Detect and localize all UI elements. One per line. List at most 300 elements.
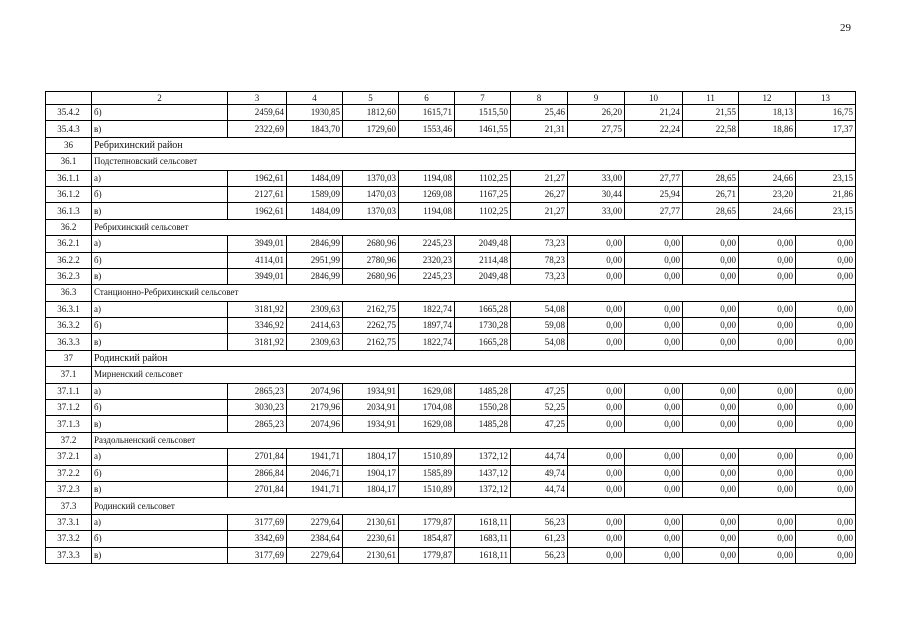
row-label: в): [92, 203, 228, 219]
value-cell: 2162,75: [343, 334, 399, 350]
value-cell: 0,00: [739, 383, 796, 399]
row-code: 37.3.2: [46, 531, 92, 547]
value-cell: 2865,23: [228, 383, 287, 399]
row-label: а): [92, 301, 228, 317]
value-cell: 0,00: [568, 514, 625, 530]
council-row: [46, 432, 856, 448]
value-cell: 1585,89: [399, 465, 455, 481]
value-cell: 1822,74: [399, 334, 455, 350]
row-code: 36.2.3: [46, 268, 92, 284]
value-cell: 2074,96: [287, 383, 343, 399]
district-name: Родинский район: [92, 350, 856, 366]
value-cell: 17,37: [796, 121, 856, 137]
value-cell: 2865,23: [228, 416, 287, 432]
header-cell: 4: [287, 92, 343, 105]
row-code: 37.3: [46, 498, 92, 514]
header-cell: 6: [399, 92, 455, 105]
row-code: 36.2.2: [46, 252, 92, 268]
value-cell: 2846,99: [287, 268, 343, 284]
header-cell: 7: [455, 92, 511, 105]
value-cell: 0,00: [625, 400, 683, 416]
value-cell: 47,25: [511, 383, 568, 399]
value-cell: 0,00: [796, 531, 856, 547]
value-cell: 1437,12: [455, 465, 511, 481]
value-cell: 61,23: [511, 531, 568, 547]
value-cell: 73,23: [511, 268, 568, 284]
value-cell: 0,00: [625, 301, 683, 317]
value-cell: 1897,74: [399, 318, 455, 334]
value-cell: 0,00: [625, 268, 683, 284]
table-row: [46, 186, 856, 202]
value-cell: 1589,09: [287, 186, 343, 202]
row-code: 37.2.1: [46, 449, 92, 465]
row-label: б): [92, 531, 228, 547]
value-cell: 21,31: [511, 121, 568, 137]
value-cell: 0,00: [568, 465, 625, 481]
tariff-table: [45, 91, 856, 564]
value-cell: 0,00: [568, 547, 625, 563]
value-cell: 0,00: [625, 383, 683, 399]
header-cell: 13: [796, 92, 856, 105]
header-cell: 2: [92, 92, 228, 105]
table-row: [46, 170, 856, 186]
value-cell: 1779,87: [399, 547, 455, 563]
value-cell: 26,27: [511, 186, 568, 202]
value-cell: 26,20: [568, 105, 625, 121]
value-cell: 1510,89: [399, 481, 455, 497]
value-cell: 27,75: [568, 121, 625, 137]
value-cell: 21,86: [796, 186, 856, 202]
value-cell: 2780,96: [343, 252, 399, 268]
value-cell: 21,27: [511, 203, 568, 219]
row-code: 37.2: [46, 432, 92, 448]
value-cell: 23,20: [739, 186, 796, 202]
value-cell: 0,00: [625, 334, 683, 350]
row-label: а): [92, 170, 228, 186]
header-cell: 3: [228, 92, 287, 105]
value-cell: 0,00: [739, 449, 796, 465]
value-cell: 1822,74: [399, 301, 455, 317]
council-row: [46, 154, 856, 170]
value-cell: 0,00: [796, 449, 856, 465]
value-cell: 0,00: [739, 236, 796, 252]
row-code: 37.1.2: [46, 400, 92, 416]
value-cell: 0,00: [568, 252, 625, 268]
row-code: 36.3: [46, 285, 92, 301]
value-cell: 1930,85: [287, 105, 343, 121]
value-cell: 18,13: [739, 105, 796, 121]
row-label: а): [92, 449, 228, 465]
value-cell: 1629,08: [399, 383, 455, 399]
value-cell: 1615,71: [399, 105, 455, 121]
value-cell: 1704,08: [399, 400, 455, 416]
row-label: в): [92, 121, 228, 137]
value-cell: 1729,60: [343, 121, 399, 137]
value-cell: 1269,08: [399, 186, 455, 202]
table-row: [46, 334, 856, 350]
value-cell: 0,00: [683, 531, 739, 547]
value-cell: 2384,64: [287, 531, 343, 547]
value-cell: 0,00: [739, 400, 796, 416]
value-cell: 1804,17: [343, 481, 399, 497]
value-cell: 33,00: [568, 203, 625, 219]
value-cell: 25,46: [511, 105, 568, 121]
header-row: [46, 92, 856, 105]
value-cell: 0,00: [739, 252, 796, 268]
value-cell: 2130,61: [343, 547, 399, 563]
value-cell: 3030,23: [228, 400, 287, 416]
value-cell: 27,77: [625, 170, 683, 186]
value-cell: 1553,46: [399, 121, 455, 137]
row-code: 37.3.3: [46, 547, 92, 563]
value-cell: 1854,87: [399, 531, 455, 547]
value-cell: 0,00: [796, 465, 856, 481]
value-cell: 1962,61: [228, 170, 287, 186]
value-cell: 2701,84: [228, 481, 287, 497]
row-code: 36.1.1: [46, 170, 92, 186]
value-cell: 2309,63: [287, 334, 343, 350]
value-cell: 2074,96: [287, 416, 343, 432]
row-code: 35.4.2: [46, 105, 92, 121]
row-label: б): [92, 318, 228, 334]
value-cell: 1485,28: [455, 383, 511, 399]
value-cell: 73,23: [511, 236, 568, 252]
row-code: 37.1.3: [46, 416, 92, 432]
value-cell: 0,00: [796, 400, 856, 416]
value-cell: 0,00: [739, 301, 796, 317]
value-cell: 0,00: [568, 449, 625, 465]
value-cell: 1941,71: [287, 449, 343, 465]
table-row: [46, 531, 856, 547]
value-cell: 1461,55: [455, 121, 511, 137]
value-cell: 0,00: [568, 531, 625, 547]
value-cell: 2322,69: [228, 121, 287, 137]
table-row: [46, 121, 856, 137]
row-code: 36.1: [46, 154, 92, 170]
value-cell: 0,00: [683, 400, 739, 416]
value-cell: 2127,61: [228, 186, 287, 202]
value-cell: 1485,28: [455, 416, 511, 432]
table-row: [46, 252, 856, 268]
table-row: [46, 318, 856, 334]
value-cell: 1779,87: [399, 514, 455, 530]
table-body: [46, 105, 856, 564]
value-cell: 56,23: [511, 547, 568, 563]
value-cell: 59,08: [511, 318, 568, 334]
table-row: [46, 481, 856, 497]
value-cell: 1370,03: [343, 203, 399, 219]
row-label: б): [92, 400, 228, 416]
value-cell: 44,74: [511, 481, 568, 497]
value-cell: 3346,92: [228, 318, 287, 334]
value-cell: 2680,96: [343, 268, 399, 284]
table-row: [46, 383, 856, 399]
value-cell: 1370,03: [343, 170, 399, 186]
value-cell: 1804,17: [343, 449, 399, 465]
row-code: 36.3.2: [46, 318, 92, 334]
row-label: в): [92, 268, 228, 284]
council-name: Станционно-Ребрихинский сельсовет: [92, 285, 856, 301]
row-code: 37: [46, 350, 92, 366]
row-label: б): [92, 105, 228, 121]
value-cell: 0,00: [796, 481, 856, 497]
value-cell: 1484,09: [287, 203, 343, 219]
value-cell: 0,00: [683, 252, 739, 268]
header-cell: 12: [739, 92, 796, 105]
value-cell: 1730,28: [455, 318, 511, 334]
value-cell: 1470,03: [343, 186, 399, 202]
value-cell: 1618,11: [455, 514, 511, 530]
value-cell: 0,00: [683, 318, 739, 334]
value-cell: 0,00: [625, 236, 683, 252]
value-cell: 0,00: [739, 318, 796, 334]
value-cell: 0,00: [568, 318, 625, 334]
value-cell: 2846,99: [287, 236, 343, 252]
row-label: б): [92, 252, 228, 268]
value-cell: 18,86: [739, 121, 796, 137]
value-cell: 0,00: [739, 416, 796, 432]
value-cell: 0,00: [739, 514, 796, 530]
value-cell: 0,00: [568, 236, 625, 252]
value-cell: 0,00: [683, 268, 739, 284]
value-cell: 0,00: [568, 383, 625, 399]
value-cell: 2320,23: [399, 252, 455, 268]
value-cell: 1372,12: [455, 481, 511, 497]
row-code: 35.4.3: [46, 121, 92, 137]
value-cell: 2049,48: [455, 268, 511, 284]
value-cell: 0,00: [683, 301, 739, 317]
value-cell: 1515,50: [455, 105, 511, 121]
value-cell: 1962,61: [228, 203, 287, 219]
row-label: б): [92, 465, 228, 481]
value-cell: 0,00: [796, 252, 856, 268]
value-cell: 2680,96: [343, 236, 399, 252]
value-cell: 0,00: [683, 514, 739, 530]
value-cell: 24,66: [739, 203, 796, 219]
council-name: Мирненский сельсовет: [92, 367, 856, 383]
header-cell: 8: [511, 92, 568, 105]
value-cell: 2262,75: [343, 318, 399, 334]
value-cell: 2046,71: [287, 465, 343, 481]
table-row: [46, 416, 856, 432]
value-cell: 1484,09: [287, 170, 343, 186]
value-cell: 4114,01: [228, 252, 287, 268]
row-code: 36: [46, 137, 92, 153]
value-cell: 54,08: [511, 334, 568, 350]
row-code: 37.1.1: [46, 383, 92, 399]
value-cell: 0,00: [683, 481, 739, 497]
value-cell: 49,74: [511, 465, 568, 481]
value-cell: 2701,84: [228, 449, 287, 465]
value-cell: 2049,48: [455, 236, 511, 252]
value-cell: 0,00: [625, 449, 683, 465]
value-cell: 1102,25: [455, 203, 511, 219]
value-cell: 0,00: [796, 301, 856, 317]
value-cell: 0,00: [683, 383, 739, 399]
value-cell: 0,00: [625, 252, 683, 268]
value-cell: 22,58: [683, 121, 739, 137]
value-cell: 2951,99: [287, 252, 343, 268]
value-cell: 1904,17: [343, 465, 399, 481]
value-cell: 1550,28: [455, 400, 511, 416]
value-cell: 0,00: [683, 547, 739, 563]
value-cell: 0,00: [568, 268, 625, 284]
value-cell: 0,00: [739, 547, 796, 563]
value-cell: 0,00: [683, 236, 739, 252]
value-cell: 0,00: [568, 301, 625, 317]
value-cell: 0,00: [568, 334, 625, 350]
row-label: в): [92, 481, 228, 497]
value-cell: 0,00: [796, 547, 856, 563]
table-row: [46, 301, 856, 317]
value-cell: 2114,48: [455, 252, 511, 268]
value-cell: 21,24: [625, 105, 683, 121]
value-cell: 47,25: [511, 416, 568, 432]
value-cell: 1812,60: [343, 105, 399, 121]
value-cell: 3181,92: [228, 334, 287, 350]
value-cell: 22,24: [625, 121, 683, 137]
value-cell: 3181,92: [228, 301, 287, 317]
council-name: Раздольненский сельсовет: [92, 432, 856, 448]
value-cell: 0,00: [568, 400, 625, 416]
value-cell: 0,00: [568, 416, 625, 432]
row-code: 37.2.3: [46, 481, 92, 497]
value-cell: 0,00: [683, 416, 739, 432]
value-cell: 3949,01: [228, 236, 287, 252]
header-cell: [46, 92, 92, 105]
council-name: Родинский сельсовет: [92, 498, 856, 514]
value-cell: 1665,28: [455, 334, 511, 350]
council-row: [46, 367, 856, 383]
value-cell: 78,23: [511, 252, 568, 268]
value-cell: 0,00: [683, 334, 739, 350]
row-label: в): [92, 547, 228, 563]
table-row: [46, 449, 856, 465]
value-cell: 1629,08: [399, 416, 455, 432]
value-cell: 0,00: [796, 334, 856, 350]
value-cell: 1665,28: [455, 301, 511, 317]
value-cell: 2245,23: [399, 268, 455, 284]
value-cell: 0,00: [796, 236, 856, 252]
value-cell: 23,15: [796, 170, 856, 186]
value-cell: 1934,91: [343, 383, 399, 399]
table-row: [46, 547, 856, 563]
row-code: 36.3.3: [46, 334, 92, 350]
value-cell: 1194,08: [399, 203, 455, 219]
value-cell: 56,23: [511, 514, 568, 530]
value-cell: 3949,01: [228, 268, 287, 284]
row-label: в): [92, 334, 228, 350]
value-cell: 54,08: [511, 301, 568, 317]
value-cell: 28,65: [683, 170, 739, 186]
header-cell: 11: [683, 92, 739, 105]
value-cell: 0,00: [568, 481, 625, 497]
row-code: 36.3.1: [46, 301, 92, 317]
row-code: 37.3.1: [46, 514, 92, 530]
value-cell: 0,00: [796, 268, 856, 284]
value-cell: 1683,11: [455, 531, 511, 547]
value-cell: 0,00: [739, 465, 796, 481]
value-cell: 25,94: [625, 186, 683, 202]
value-cell: 2866,84: [228, 465, 287, 481]
value-cell: 0,00: [739, 531, 796, 547]
value-cell: 3342,69: [228, 531, 287, 547]
value-cell: 2279,64: [287, 514, 343, 530]
table-row: [46, 268, 856, 284]
value-cell: 0,00: [739, 334, 796, 350]
row-code: 37.1: [46, 367, 92, 383]
row-code: 36.1.2: [46, 186, 92, 202]
value-cell: 26,71: [683, 186, 739, 202]
district-row: [46, 137, 856, 153]
value-cell: 0,00: [625, 416, 683, 432]
value-cell: 23,15: [796, 203, 856, 219]
value-cell: 33,00: [568, 170, 625, 186]
table-row: [46, 105, 856, 121]
table-row: [46, 465, 856, 481]
value-cell: 1510,89: [399, 449, 455, 465]
value-cell: 1618,11: [455, 547, 511, 563]
value-cell: 1941,71: [287, 481, 343, 497]
value-cell: 1194,08: [399, 170, 455, 186]
row-label: а): [92, 514, 228, 530]
value-cell: 2414,63: [287, 318, 343, 334]
council-name: Ребрихинский сельсовет: [92, 219, 856, 235]
value-cell: 44,74: [511, 449, 568, 465]
value-cell: 1843,70: [287, 121, 343, 137]
header-cell: 9: [568, 92, 625, 105]
value-cell: 0,00: [683, 449, 739, 465]
value-cell: 52,25: [511, 400, 568, 416]
value-cell: 3177,69: [228, 514, 287, 530]
value-cell: 0,00: [625, 481, 683, 497]
council-row: [46, 498, 856, 514]
table-row: [46, 236, 856, 252]
value-cell: 2162,75: [343, 301, 399, 317]
council-row: [46, 219, 856, 235]
value-cell: 1934,91: [343, 416, 399, 432]
value-cell: 2179,96: [287, 400, 343, 416]
value-cell: 2034,91: [343, 400, 399, 416]
council-row: [46, 285, 856, 301]
table-row: [46, 514, 856, 530]
value-cell: 0,00: [625, 531, 683, 547]
council-name: Подстепновский сельсовет: [92, 154, 856, 170]
value-cell: 30,44: [568, 186, 625, 202]
value-cell: 0,00: [739, 481, 796, 497]
value-cell: 0,00: [739, 268, 796, 284]
value-cell: 0,00: [796, 383, 856, 399]
row-code: 36.2.1: [46, 236, 92, 252]
row-label: а): [92, 236, 228, 252]
value-cell: 0,00: [683, 465, 739, 481]
row-label: б): [92, 186, 228, 202]
row-code: 36.1.3: [46, 203, 92, 219]
value-cell: 28,65: [683, 203, 739, 219]
value-cell: 1372,12: [455, 449, 511, 465]
value-cell: 21,55: [683, 105, 739, 121]
value-cell: 24,66: [739, 170, 796, 186]
value-cell: 2245,23: [399, 236, 455, 252]
table-row: [46, 203, 856, 219]
value-cell: 2459,64: [228, 105, 287, 121]
value-cell: 0,00: [796, 514, 856, 530]
value-cell: 0,00: [796, 318, 856, 334]
value-cell: 0,00: [625, 547, 683, 563]
header-cell: 10: [625, 92, 683, 105]
value-cell: 0,00: [625, 514, 683, 530]
value-cell: 2309,63: [287, 301, 343, 317]
